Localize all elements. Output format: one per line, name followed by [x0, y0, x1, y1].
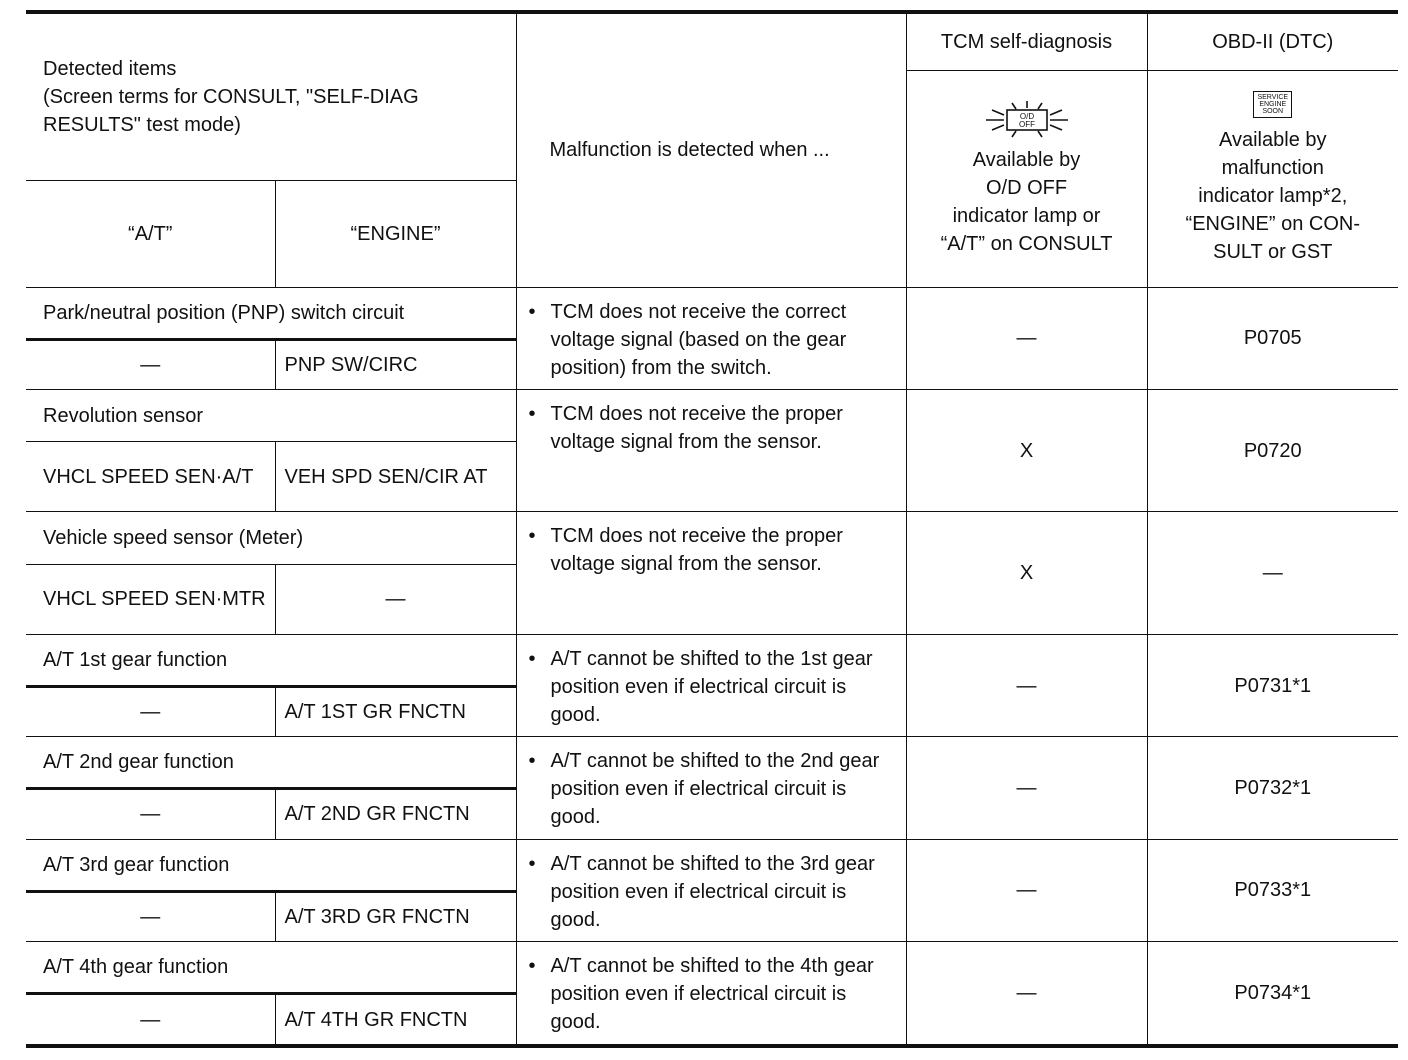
obd-avail-line1: Available by: [1219, 129, 1327, 152]
tcm-avail-line1: Available by: [972, 148, 1081, 171]
obd-avail-line5: SULT or GST: [1213, 241, 1333, 264]
malfunction-text: TCM does not receive the correct voltage signal (based on the gear position) from the switch.: [550, 300, 847, 379]
engine-screen-term: A/T 1ST GR FNCTN: [275, 687, 516, 737]
malfunction-text: A/T cannot be shifted to the 2nd gear position even if electrical circuit is good.: [550, 750, 880, 829]
header-engine-column: “ENGINE”: [275, 181, 516, 287]
bullet-icon: •: [528, 954, 536, 977]
tcm-avail-line3: indicator lamp or: [952, 204, 1101, 227]
obd-avail-line3: indicator lamp*2,: [1198, 185, 1348, 208]
at-screen-term: —: [26, 789, 275, 839]
detected-item-name: A/T 2nd gear function: [26, 737, 516, 789]
engine-screen-term: A/T 4TH GR FNCTN: [275, 994, 516, 1046]
malfunction-cell: [516, 634, 906, 736]
at-screen-term: —: [26, 994, 275, 1046]
od-off-icon-text-top: O/D: [1019, 111, 1034, 121]
detected-item-name: Revolution sensor: [26, 389, 516, 441]
table-row: [26, 512, 1398, 564]
engine-screen-term: VEH SPD SEN/CIR AT: [275, 442, 516, 512]
od-off-lamp-icon: [982, 100, 1072, 140]
table-row: [26, 941, 1398, 993]
obd-dtc-value: P0734*1: [1147, 941, 1398, 1046]
obd-avail-line4: “ENGINE” on CON-: [1185, 213, 1360, 236]
at-screen-term: —: [26, 339, 275, 389]
obd-dtc-value: P0733*1: [1147, 839, 1398, 941]
header-tcm-self-diagnosis: TCM self-diagnosis: [906, 12, 1147, 70]
malfunction-text: TCM does not receive the proper voltage signal from the sensor.: [550, 525, 843, 576]
service-engine-soon-icon: [1253, 91, 1292, 118]
tcm-self-diag-value: —: [906, 941, 1147, 1046]
malfunction-cell: [516, 389, 906, 511]
malfunction-cell: [516, 512, 906, 634]
malfunction-text: TCM does not receive the proper voltage signal from the sensor.: [550, 402, 843, 453]
bullet-icon: •: [528, 647, 536, 670]
malfunction-text: A/T cannot be shifted to the 1st gear position even if electrical circuit is good.: [550, 647, 873, 726]
tcm-self-diag-value: —: [906, 634, 1147, 736]
mil-icon-line2: ENGINE: [1259, 101, 1287, 109]
tcm-self-diag-value: —: [906, 737, 1147, 839]
header-malfunction-label: Malfunction is detected when ...: [549, 139, 830, 162]
od-off-icon-text-bottom: OFF: [1018, 119, 1035, 129]
malfunction-cell: [516, 737, 906, 839]
obd-dtc-value: P0732*1: [1147, 737, 1398, 839]
header-detected-items: [26, 12, 516, 181]
table-row: [26, 287, 1398, 339]
header-at-column: “A/T”: [26, 181, 275, 287]
detected-item-name: Park/neutral position (PNP) switch circuit: [26, 287, 516, 339]
tcm-avail-line2: O/D OFF: [985, 176, 1068, 199]
table-row: [26, 634, 1398, 686]
header-malfunction: [516, 12, 906, 287]
tcm-avail-line4: “A/T” on CONSULT: [940, 232, 1113, 255]
diagnosis-table: [26, 10, 1398, 1048]
malfunction-text: A/T cannot be shifted to the 3rd gear position even if electrical circuit is good.: [550, 852, 875, 931]
header-tcm-availability: [906, 70, 1147, 287]
tcm-self-diag-value: X: [906, 512, 1147, 634]
malfunction-cell: [516, 839, 906, 941]
obd-avail-line2: malfunction: [1221, 157, 1324, 180]
bullet-icon: •: [528, 852, 536, 875]
header-detected-items-label: Detected items: [43, 58, 177, 81]
tcm-self-diag-value: —: [906, 839, 1147, 941]
engine-screen-term: —: [275, 564, 516, 634]
table-row: [26, 839, 1398, 891]
table-row: [26, 389, 1398, 441]
obd-dtc-value: P0720: [1147, 389, 1398, 511]
malfunction-cell: [516, 287, 906, 389]
tcm-self-diag-value: —: [906, 287, 1147, 389]
detected-item-name: Vehicle speed sensor (Meter): [26, 512, 516, 564]
engine-screen-term: PNP SW/CIRC: [275, 339, 516, 389]
header-screen-terms-line2: RESULTS" test mode): [43, 114, 241, 137]
detected-item-name: A/T 4th gear function: [26, 941, 516, 993]
mil-icon-line1: SERVICE: [1257, 94, 1289, 102]
obd-dtc-value: P0731*1: [1147, 634, 1398, 736]
at-screen-term: —: [26, 891, 275, 941]
bullet-icon: •: [528, 525, 536, 548]
bullet-icon: •: [528, 300, 536, 323]
header-obd-dtc: OBD-II (DTC): [1147, 12, 1398, 70]
obd-dtc-value: P0705: [1147, 287, 1398, 389]
at-screen-term: VHCL SPEED SEN·MTR: [26, 564, 275, 634]
detected-item-name: A/T 1st gear function: [26, 634, 516, 686]
malfunction-cell: [516, 941, 906, 1046]
engine-screen-term: A/T 2ND GR FNCTN: [275, 789, 516, 839]
header-screen-terms-line1: (Screen terms for CONSULT, "SELF-DIAG: [43, 86, 419, 109]
obd-dtc-value: —: [1147, 512, 1398, 634]
header-obd-availability: [1147, 70, 1398, 287]
detected-item-name: A/T 3rd gear function: [26, 839, 516, 891]
tcm-self-diag-value: X: [906, 389, 1147, 511]
at-screen-term: —: [26, 687, 275, 737]
table-row: [26, 737, 1398, 789]
bullet-icon: •: [528, 750, 536, 773]
malfunction-text: A/T cannot be shifted to the 4th gear position even if electrical circuit is good.: [550, 954, 874, 1033]
bullet-icon: •: [528, 402, 536, 425]
mil-icon-line3: SOON: [1262, 108, 1284, 116]
at-screen-term: VHCL SPEED SEN·A/T: [26, 442, 275, 512]
engine-screen-term: A/T 3RD GR FNCTN: [275, 891, 516, 941]
